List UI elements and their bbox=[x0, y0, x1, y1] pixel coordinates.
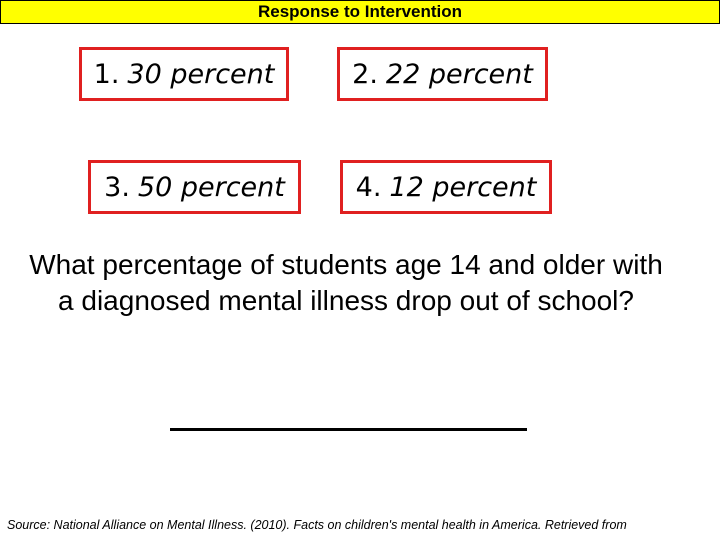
option-text: 12 percent bbox=[389, 171, 537, 203]
slide-title: Response to Intervention bbox=[257, 2, 463, 21]
option-number: 2. bbox=[352, 58, 378, 90]
source-citation: Source: National Alliance on Mental Illness. (2010). Facts on children's mental health in America. Retrieved from bbox=[7, 518, 627, 532]
option-text: 50 percent bbox=[137, 171, 285, 203]
answer-option-1[interactable] bbox=[79, 47, 289, 101]
answer-option-2[interactable] bbox=[337, 47, 548, 101]
option-text: 30 percent bbox=[127, 58, 275, 90]
option-number: 3. bbox=[104, 171, 130, 203]
option-text: 22 percent bbox=[385, 58, 533, 90]
option-number: 1. bbox=[93, 58, 120, 90]
option-number: 4. bbox=[355, 171, 382, 203]
answer-option-3[interactable] bbox=[88, 160, 301, 214]
slide-title-banner bbox=[0, 0, 720, 24]
answer-option-4[interactable] bbox=[340, 160, 552, 214]
answer-blank-line bbox=[170, 428, 527, 431]
question-text: What percentage of students age 14 and older with a diagnosed mental illness drop out of school? bbox=[29, 249, 663, 316]
